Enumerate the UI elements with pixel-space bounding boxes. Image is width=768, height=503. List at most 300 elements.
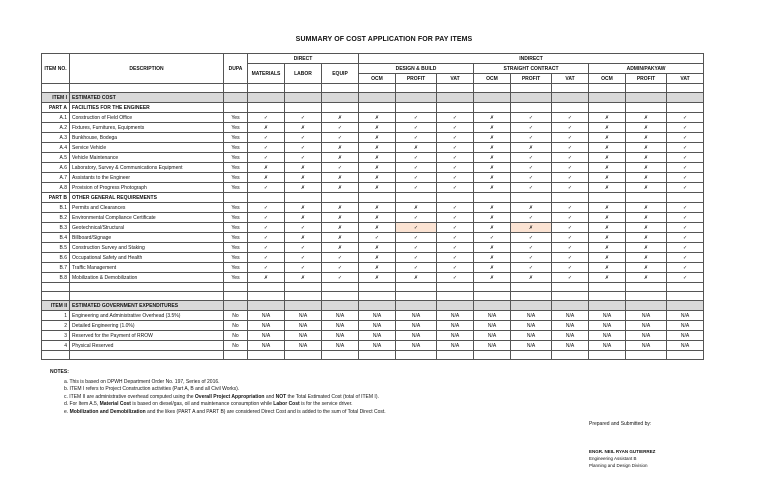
header-description: DESCRIPTION (70, 54, 224, 84)
part-number: PART A (42, 103, 70, 113)
na-cell: N/A (552, 341, 589, 351)
cross-icon: ✗ (589, 123, 626, 133)
cross-icon: ✗ (626, 223, 667, 233)
check-icon: ✓ (248, 113, 285, 123)
na-cell: N/A (359, 331, 396, 341)
check-icon: ✓ (667, 113, 704, 123)
check-icon: ✓ (552, 153, 589, 163)
row-item-number: 3 (42, 331, 70, 341)
na-cell: N/A (589, 311, 626, 321)
check-icon: ✓ (285, 113, 322, 123)
check-icon: ✓ (437, 113, 474, 123)
row-dupa: Yes (224, 263, 248, 273)
row-item-number: B.4 (42, 233, 70, 243)
na-cell: N/A (285, 331, 322, 341)
row-description: Traffic Management (70, 263, 224, 273)
part-title: OTHER GENERAL REQUIREMENTS (70, 193, 224, 203)
cross-icon: ✗ (589, 113, 626, 123)
cross-icon: ✗ (626, 243, 667, 253)
check-icon: ✓ (511, 163, 552, 173)
check-icon: ✓ (552, 143, 589, 153)
cross-icon: ✗ (285, 173, 322, 183)
cross-icon: ✗ (474, 253, 511, 263)
cross-icon: ✗ (396, 273, 437, 283)
cross-icon: ✗ (626, 233, 667, 243)
header-profit: PROFIT (511, 74, 552, 84)
check-icon: ✓ (552, 173, 589, 183)
check-icon: ✓ (552, 263, 589, 273)
cross-icon: ✗ (589, 173, 626, 183)
check-icon: ✓ (667, 143, 704, 153)
row-dupa: Yes (224, 123, 248, 133)
na-cell: N/A (552, 331, 589, 341)
cross-icon: ✗ (626, 133, 667, 143)
check-icon: ✓ (396, 233, 437, 243)
row-description: Provision of Progress Photograph (70, 183, 224, 193)
cross-icon: ✗ (626, 213, 667, 223)
header-dupa: DUPA (224, 54, 248, 84)
check-icon: ✓ (396, 113, 437, 123)
part-a-header-row (42, 103, 704, 113)
check-icon: ✓ (396, 223, 437, 233)
na-cell: N/A (396, 311, 437, 321)
row-item-number: A.6 (42, 163, 70, 173)
header-straight-contract: STRAIGHT CONTRACT (474, 64, 589, 74)
na-cell: N/A (248, 321, 285, 331)
cross-icon: ✗ (474, 143, 511, 153)
cross-icon: ✗ (589, 233, 626, 243)
na-cell: N/A (437, 321, 474, 331)
table-row (42, 243, 704, 253)
cross-icon: ✗ (322, 183, 359, 193)
na-cell: N/A (667, 311, 704, 321)
cross-icon: ✗ (626, 183, 667, 193)
row-item-number: A.8 (42, 183, 70, 193)
check-icon: ✓ (396, 183, 437, 193)
row-description: Detailed Engineering (1.0%) (70, 321, 224, 331)
cross-icon: ✗ (626, 263, 667, 273)
na-cell: N/A (626, 341, 667, 351)
table-row (42, 223, 704, 233)
na-cell: N/A (396, 341, 437, 351)
check-icon: ✓ (552, 113, 589, 123)
na-cell: N/A (359, 311, 396, 321)
check-icon: ✓ (667, 203, 704, 213)
row-item-number: A.7 (42, 173, 70, 183)
table-row (42, 253, 704, 263)
check-icon: ✓ (667, 273, 704, 283)
cross-icon: ✗ (248, 163, 285, 173)
row-description: Physical Reserved (70, 341, 224, 351)
check-icon: ✓ (437, 173, 474, 183)
notes-section (50, 369, 386, 417)
check-icon: ✓ (285, 253, 322, 263)
header-materials: MATERIALS (248, 64, 285, 84)
check-icon: ✓ (322, 123, 359, 133)
na-cell: N/A (248, 331, 285, 341)
check-icon: ✓ (552, 213, 589, 223)
table-row (42, 233, 704, 243)
check-icon: ✓ (552, 163, 589, 173)
check-icon: ✓ (511, 263, 552, 273)
part-b-header-row (42, 193, 704, 203)
row-description: Reserved for the Payment of RROW (70, 331, 224, 341)
table-row (42, 273, 704, 283)
na-cell: N/A (322, 331, 359, 341)
na-cell: N/A (437, 311, 474, 321)
cross-icon: ✗ (589, 223, 626, 233)
na-cell: N/A (322, 321, 359, 331)
cross-icon: ✗ (511, 273, 552, 283)
item-number: ITEM I (42, 93, 70, 103)
cross-icon: ✗ (322, 243, 359, 253)
check-icon: ✓ (248, 233, 285, 243)
row-description: Vehicle Maintenance (70, 153, 224, 163)
cross-icon: ✗ (359, 153, 396, 163)
check-icon: ✓ (396, 243, 437, 253)
check-icon: ✓ (667, 253, 704, 263)
cross-icon: ✗ (359, 113, 396, 123)
cross-icon: ✗ (626, 163, 667, 173)
row-dupa: Yes (224, 233, 248, 243)
note-b: b. ITEM I refers to Project Construction activities (Part A, B and all Civil Works). (64, 386, 240, 393)
cross-icon: ✗ (474, 263, 511, 273)
header-profit: PROFIT (626, 74, 667, 84)
cross-icon: ✗ (474, 273, 511, 283)
check-icon: ✓ (285, 263, 322, 273)
cross-icon: ✗ (285, 183, 322, 193)
row-item-number: 1 (42, 311, 70, 321)
na-cell: N/A (667, 321, 704, 331)
na-cell: N/A (667, 331, 704, 341)
cross-icon: ✗ (396, 203, 437, 213)
row-dupa: No (224, 311, 248, 321)
cross-icon: ✗ (322, 173, 359, 183)
row-description: Mobilization & Demobilization (70, 273, 224, 283)
check-icon: ✓ (552, 233, 589, 243)
na-cell: N/A (474, 321, 511, 331)
blank-row (42, 84, 704, 93)
check-icon: ✓ (437, 203, 474, 213)
check-icon: ✓ (396, 173, 437, 183)
check-icon: ✓ (248, 143, 285, 153)
na-cell: N/A (552, 321, 589, 331)
check-icon: ✓ (667, 243, 704, 253)
na-cell: N/A (437, 331, 474, 341)
check-icon: ✓ (552, 183, 589, 193)
check-icon: ✓ (552, 203, 589, 213)
part-number: PART B (42, 193, 70, 203)
check-icon: ✓ (667, 183, 704, 193)
check-icon: ✓ (285, 153, 322, 163)
na-cell: N/A (285, 341, 322, 351)
na-cell: N/A (285, 311, 322, 321)
row-dupa: No (224, 331, 248, 341)
row-item-number: A.3 (42, 133, 70, 143)
row-description: Geotechnical/Structural (70, 223, 224, 233)
cross-icon: ✗ (322, 143, 359, 153)
na-cell: N/A (248, 341, 285, 351)
na-cell: N/A (667, 341, 704, 351)
check-icon: ✓ (552, 133, 589, 143)
row-dupa: Yes (224, 153, 248, 163)
cross-icon: ✗ (359, 213, 396, 223)
check-icon: ✓ (552, 253, 589, 263)
cross-icon: ✗ (322, 223, 359, 233)
cross-icon: ✗ (359, 143, 396, 153)
check-icon: ✓ (437, 223, 474, 233)
row-description: Construction of Field Office (70, 113, 224, 123)
na-cell: N/A (322, 311, 359, 321)
cross-icon: ✗ (626, 113, 667, 123)
check-icon: ✓ (322, 133, 359, 143)
table-row (42, 263, 704, 273)
cross-icon: ✗ (474, 153, 511, 163)
notes-heading: NOTES: (50, 369, 69, 375)
cross-icon: ✗ (511, 223, 552, 233)
cross-icon: ✗ (322, 203, 359, 213)
row-item-number: B.6 (42, 253, 70, 263)
item-1-header-row (42, 93, 704, 103)
table-row (42, 213, 704, 223)
cross-icon: ✗ (511, 203, 552, 213)
header-ocm: OCM (474, 74, 511, 84)
check-icon: ✓ (396, 123, 437, 133)
signatory-title: Engineering Assistant B (589, 456, 637, 461)
na-cell: N/A (626, 311, 667, 321)
cross-icon: ✗ (589, 213, 626, 223)
check-icon: ✓ (437, 263, 474, 273)
cross-icon: ✗ (474, 213, 511, 223)
cross-icon: ✗ (589, 243, 626, 253)
row-description: Billboard/Signage (70, 233, 224, 243)
cross-icon: ✗ (396, 143, 437, 153)
check-icon: ✓ (396, 263, 437, 273)
na-cell: N/A (285, 321, 322, 331)
check-icon: ✓ (511, 113, 552, 123)
na-cell: N/A (511, 341, 552, 351)
table-row (42, 123, 704, 133)
check-icon: ✓ (511, 253, 552, 263)
check-icon: ✓ (248, 253, 285, 263)
row-dupa: Yes (224, 143, 248, 153)
cross-icon: ✗ (359, 183, 396, 193)
cross-icon: ✗ (474, 183, 511, 193)
row-item-number: B.7 (42, 263, 70, 273)
table-row (42, 203, 704, 213)
header-vat: VAT (667, 74, 704, 84)
check-icon: ✓ (667, 123, 704, 133)
check-icon: ✓ (248, 133, 285, 143)
cross-icon: ✗ (285, 213, 322, 223)
check-icon: ✓ (511, 233, 552, 243)
na-cell: N/A (589, 331, 626, 341)
na-cell: N/A (626, 321, 667, 331)
check-icon: ✓ (437, 133, 474, 143)
table-row (42, 321, 704, 331)
header-vat: VAT (437, 74, 474, 84)
row-dupa: Yes (224, 253, 248, 263)
check-icon: ✓ (396, 163, 437, 173)
cross-icon: ✗ (589, 143, 626, 153)
na-cell: N/A (589, 341, 626, 351)
row-dupa: Yes (224, 213, 248, 223)
header-design-build: DESIGN & BUILD (359, 64, 474, 74)
check-icon: ✓ (285, 143, 322, 153)
row-item-number: B.2 (42, 213, 70, 223)
check-icon: ✓ (667, 133, 704, 143)
note-a: a. This is based on DPWH Department Order No. 197, Series of 2016. (64, 378, 220, 385)
check-icon: ✓ (437, 123, 474, 133)
blank-row (42, 351, 704, 360)
section-title: ESTIMATED COST (70, 93, 224, 103)
row-item-number: A.5 (42, 153, 70, 163)
cross-icon: ✗ (474, 223, 511, 233)
na-cell: N/A (437, 341, 474, 351)
check-icon: ✓ (667, 163, 704, 173)
table-row (42, 113, 704, 123)
check-icon: ✓ (667, 153, 704, 163)
check-icon: ✓ (437, 163, 474, 173)
header-indirect: INDIRECT (359, 54, 704, 64)
cross-icon: ✗ (359, 173, 396, 183)
item-2-header-row (42, 301, 704, 311)
check-icon: ✓ (667, 213, 704, 223)
cross-icon: ✗ (285, 203, 322, 213)
check-icon: ✓ (322, 263, 359, 273)
check-icon: ✓ (552, 273, 589, 283)
table-row (42, 311, 704, 321)
check-icon: ✓ (667, 233, 704, 243)
cross-icon: ✗ (626, 153, 667, 163)
row-description: Laboratory, Survey & Communications Equipment (70, 163, 224, 173)
cross-icon: ✗ (511, 143, 552, 153)
check-icon: ✓ (437, 233, 474, 243)
table-row (42, 143, 704, 153)
cross-icon: ✗ (285, 123, 322, 133)
section-title: ESTIMATED GOVERNMENT EXPENDITURES (70, 301, 224, 311)
row-item-number: B.8 (42, 273, 70, 283)
check-icon: ✓ (396, 213, 437, 223)
check-icon: ✓ (474, 233, 511, 243)
cross-icon: ✗ (359, 273, 396, 283)
signatory-block (589, 448, 655, 469)
table-row (42, 331, 704, 341)
header-labor: LABOR (285, 64, 322, 84)
header-admin-pakyaw: ADMIN/PAKYAW (589, 64, 704, 74)
cross-icon: ✗ (248, 123, 285, 133)
check-icon: ✓ (248, 243, 285, 253)
row-item-number: A.1 (42, 113, 70, 123)
cross-icon: ✗ (285, 273, 322, 283)
check-icon: ✓ (248, 223, 285, 233)
cross-icon: ✗ (474, 113, 511, 123)
check-icon: ✓ (437, 243, 474, 253)
check-icon: ✓ (511, 243, 552, 253)
check-icon: ✓ (437, 253, 474, 263)
row-dupa: No (224, 321, 248, 331)
header-vat: VAT (552, 74, 589, 84)
cross-icon: ✗ (589, 273, 626, 283)
header-profit: PROFIT (396, 74, 437, 84)
cross-icon: ✗ (626, 273, 667, 283)
na-cell: N/A (626, 331, 667, 341)
table-row (42, 133, 704, 143)
cross-icon: ✗ (474, 173, 511, 183)
row-description: Construction Survey and Staking (70, 243, 224, 253)
row-description: Service Vehicle (70, 143, 224, 153)
row-item-number: A.4 (42, 143, 70, 153)
check-icon: ✓ (248, 203, 285, 213)
check-icon: ✓ (511, 133, 552, 143)
cross-icon: ✗ (322, 153, 359, 163)
row-dupa: Yes (224, 163, 248, 173)
cross-icon: ✗ (589, 253, 626, 263)
na-cell: N/A (552, 311, 589, 321)
na-cell: N/A (359, 341, 396, 351)
cross-icon: ✗ (359, 163, 396, 173)
check-icon: ✓ (248, 213, 285, 223)
header-item-no: ITEM NO. (42, 54, 70, 84)
table-row (42, 163, 704, 173)
cross-icon: ✗ (474, 133, 511, 143)
row-description: Engineering and Administrative Overhead (3.5%) (70, 311, 224, 321)
check-icon: ✓ (552, 223, 589, 233)
na-cell: N/A (474, 341, 511, 351)
row-item-number: 4 (42, 341, 70, 351)
cross-icon: ✗ (359, 123, 396, 133)
table-row (42, 173, 704, 183)
check-icon: ✓ (667, 223, 704, 233)
table-body (42, 84, 704, 360)
check-icon: ✓ (667, 173, 704, 183)
check-icon: ✓ (437, 273, 474, 283)
cross-icon: ✗ (359, 253, 396, 263)
check-icon: ✓ (285, 133, 322, 143)
signatory-office: Planning and Design Division (589, 463, 648, 468)
row-item-number: B.5 (42, 243, 70, 253)
header-equip: EQUIP (322, 64, 359, 84)
check-icon: ✓ (359, 233, 396, 243)
table-row (42, 341, 704, 351)
cross-icon: ✗ (589, 133, 626, 143)
check-icon: ✓ (248, 183, 285, 193)
na-cell: N/A (474, 311, 511, 321)
cross-icon: ✗ (359, 203, 396, 213)
cross-icon: ✗ (359, 263, 396, 273)
cross-icon: ✗ (626, 143, 667, 153)
row-dupa: Yes (224, 173, 248, 183)
na-cell: N/A (396, 331, 437, 341)
row-description: Environmental Compliance Certificate (70, 213, 224, 223)
cross-icon: ✗ (474, 123, 511, 133)
cross-icon: ✗ (589, 163, 626, 173)
row-description: Fixtures, Furnitures, Equipments (70, 123, 224, 133)
row-description: Occupational Safety and Health (70, 253, 224, 263)
cross-icon: ✗ (285, 163, 322, 173)
row-description: Bunkhouse, Bodega (70, 133, 224, 143)
check-icon: ✓ (322, 253, 359, 263)
row-dupa: Yes (224, 273, 248, 283)
cross-icon: ✗ (626, 173, 667, 183)
row-dupa: Yes (224, 183, 248, 193)
check-icon: ✓ (437, 153, 474, 163)
table-row (42, 153, 704, 163)
cost-application-table (41, 53, 704, 360)
row-dupa: Yes (224, 243, 248, 253)
check-icon: ✓ (511, 183, 552, 193)
cross-icon: ✗ (589, 203, 626, 213)
